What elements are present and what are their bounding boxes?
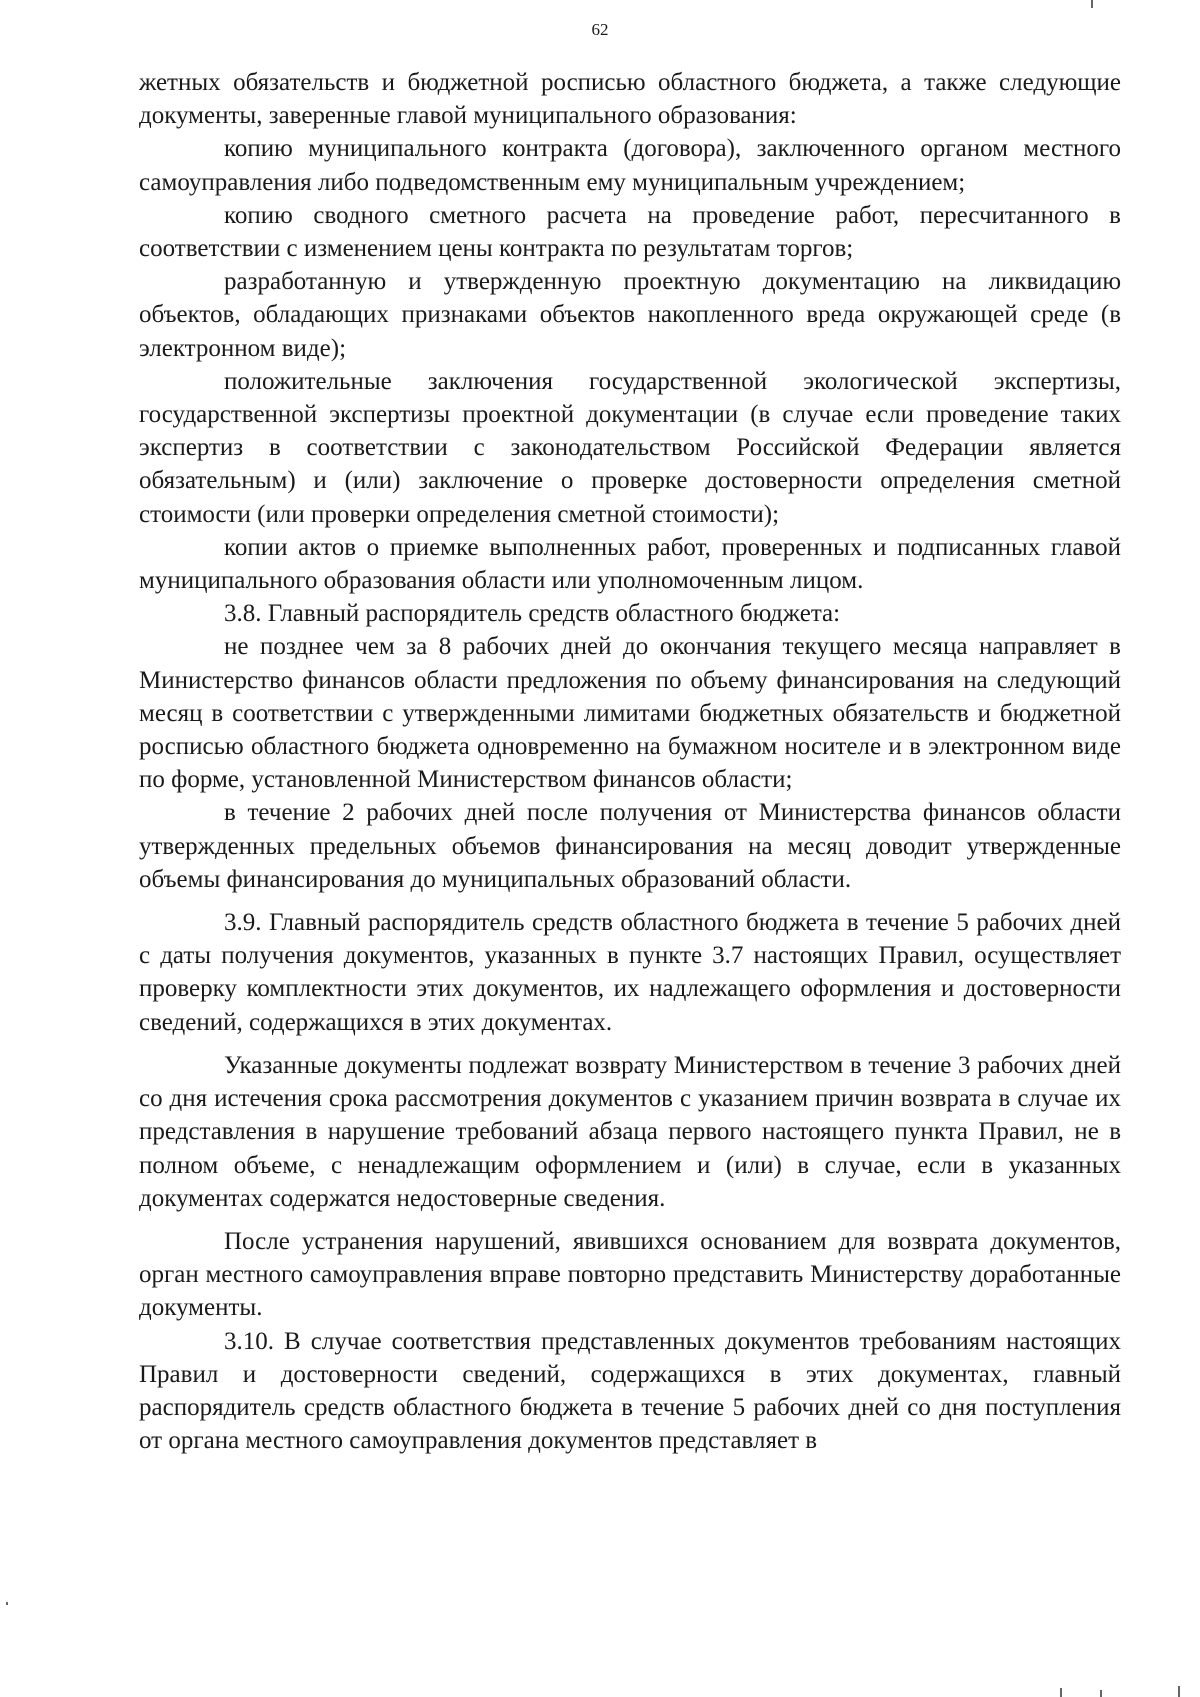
paragraph-3-10: 3.10. В случае соответствия представленных документов требованиям настоящих Правил и достоверности сведений, содержащихся в этих документах, главный распорядитель средств областного бюджета в течение 5 рабочих дней со дня поступления от органа местного самоуправления документов представляет в	[139, 1327, 1121, 1455]
paragraph-project-documentation: разработанную и утвержденную проектную документацию на ликвидацию объектов, обладающих признаками объектов накопленного вреда окружающей среде (в электронном виде);	[139, 268, 1121, 362]
paragraph-estimate-copy: копию сводного сметного расчета на проведение работ, пересчитанного в соответствии с изменением цены контракта по результатам торгов;	[139, 201, 1121, 263]
scan-artifact-bottom-left	[6, 1602, 8, 1605]
scan-artifact-top-right	[1091, 0, 1093, 8]
paragraph-financing-volumes: в течение 2 рабочих дней после получения от Министерства финансов области утвержденных предельных объемов финансирования на месяц доводит утвержденные объемы финансирования до муниципальных образований области.	[139, 799, 1121, 893]
paragraph-documents-return: Указанные документы подлежат возврату Министерством в течение 3 рабочих дней со дня истечения срока рассмотрения документов с указанием причин возврата в случае их представления в нарушение требований абзаца первого настоящего пункта Правил, не в полном объеме, с ненадлежащим оформлением и (или) в случае, если в указанных документах содержатся недостоверные сведения.	[139, 1051, 1121, 1212]
page-number: 62	[591, 20, 609, 39]
scan-artifact-bottom-right-c	[1178, 1686, 1180, 1697]
document-body	[139, 66, 1121, 1457]
paragraph-3-9: 3.9. Главный распорядитель средств областного бюджета в течение 5 рабочих дней с даты получения документов, указанных в пункте 3.7 настоящих Правил, осуществляет проверку комплектности этих документов, их надлежащего оформления и достоверности сведений, содержащихся в этих документах.	[139, 909, 1121, 1036]
scan-artifact-bottom-right-b	[1100, 1690, 1102, 1697]
paragraph-expert-conclusions: положительные заключения государственной экологической экспертизы, государственной экспертизы проектной документации (в случае если проведение таких экспертиз в соответствии с законодательством Российской Федерации является обязательным) и (или) заключение о проверке достоверности определения сметной стоимости (или проверки определения сметной стоимости);	[139, 367, 1121, 528]
paragraph-acceptance-acts: копии актов о приемке выполненных работ, проверенных и подписанных главой муниципального образования области или уполномоченным лицом.	[139, 533, 1121, 595]
paragraph-budget-obligations-continued: жетных обязательств и бюджетной росписью областного бюджета, а также следующие документы, заверенные главой муниципального образования:	[139, 69, 1121, 130]
paragraph-contract-copy: копию муниципального контракта (договора), заключенного органом местного самоуправления либо подведомственным ему муниципальным учреждением;	[139, 135, 1121, 196]
paragraph-3-8-heading: 3.8. Главный распорядитель средств областного бюджета:	[224, 600, 841, 628]
paragraph-after-corrections: После устранения нарушений, явившихся основанием для возврата документов, орган местного самоуправления вправе повторно представить Министерству доработанные документы.	[139, 1227, 1121, 1322]
paragraph-financing-proposals: не позднее чем за 8 рабочих дней до окончания текущего месяца направляет в Министерство финансов области предложения по объему финансирования на следующий месяц в соответствии с утвержденными лимитами бюджетных обязательств и бюджетной росписью областного бюджета одновременно на бумажном носителе и в электронном виде по форме, установленной Министерством финансов области;	[139, 633, 1121, 794]
scan-artifact-bottom-right-a	[1060, 1688, 1062, 1697]
